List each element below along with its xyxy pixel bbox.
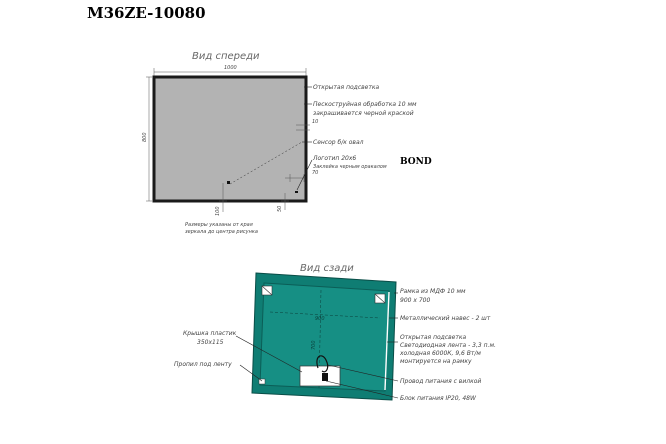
callout-led-text1: Открытая подсветка: [400, 334, 467, 341]
brand-logo: BOND: [400, 157, 432, 167]
callout-sandblast-text2: закрашивается черной краской: [313, 110, 414, 117]
callout-led-text2: Светодиодная лента - 3,3 п.м.: [400, 342, 496, 349]
callout-logo-text1: Логотип 20х6: [313, 155, 357, 162]
callout-led: [387, 334, 496, 365]
callout-frame: [394, 288, 466, 304]
drawing-title: M36ZE-10080: [87, 4, 206, 22]
callout-hanger-text: Металлический навес - 2 шт: [400, 315, 491, 322]
logo-mark: [295, 191, 298, 193]
callout-logo-text2: Заклейка черным оракалом: [313, 164, 387, 170]
callout-sandblast-text1: Пескоструйная обработка 10 мм: [313, 101, 417, 108]
sizes-note-line1: Размеры указаны от края: [185, 222, 253, 228]
callout-power-wire-text: Провод питания с вилкой: [400, 378, 482, 385]
callout-groove-text: Пропил под ленту: [174, 361, 232, 368]
front-height-dimension: [142, 77, 152, 201]
callout-sensor: [302, 139, 364, 146]
dim-50-label: 50: [277, 205, 283, 212]
hanger-right: [375, 294, 385, 303]
callout-hanger: [389, 315, 491, 322]
sensor-mark: [227, 181, 230, 184]
front-height-label: 800: [142, 132, 148, 142]
dim-10-label: 10: [312, 119, 319, 125]
power-unit: [322, 373, 328, 381]
back-view-heading: Вид сзади: [300, 263, 354, 274]
callout-psu-text: Блок питания IP20, 48W: [400, 395, 476, 402]
callout-groove: [174, 361, 262, 381]
hanger-left: [262, 286, 272, 295]
callout-sandblast: [304, 101, 417, 117]
back-width-label: 900: [315, 316, 325, 322]
callout-led-text3: холодная 6000К, 9,6 Вт/м: [400, 350, 481, 357]
callout-cover-text1: Крышка пластик: [183, 330, 237, 337]
callout-frame-text2: 900 х 700: [400, 297, 431, 304]
sizes-note-line2: зеркала до центра рисунка: [185, 229, 258, 235]
front-width-dimension: [154, 65, 306, 76]
callout-led-text4: монтируется на рамку: [400, 358, 472, 365]
callout-open-light: [304, 84, 379, 91]
front-width-label: 1000: [224, 65, 237, 71]
dim-70-label: 70: [312, 170, 319, 176]
callout-sensor-text: Сенсор б/к овал: [313, 139, 364, 146]
back-height-label: 700: [311, 340, 317, 350]
callout-cover-text2: 350х115: [197, 339, 224, 346]
front-view-heading: Вид спереди: [192, 51, 260, 62]
callout-frame-text1: Рамка из МДФ 10 мм: [400, 288, 466, 295]
callout-open-light-text: Открытая подсветка: [313, 84, 380, 91]
dim-100-label: 100: [215, 206, 221, 216]
